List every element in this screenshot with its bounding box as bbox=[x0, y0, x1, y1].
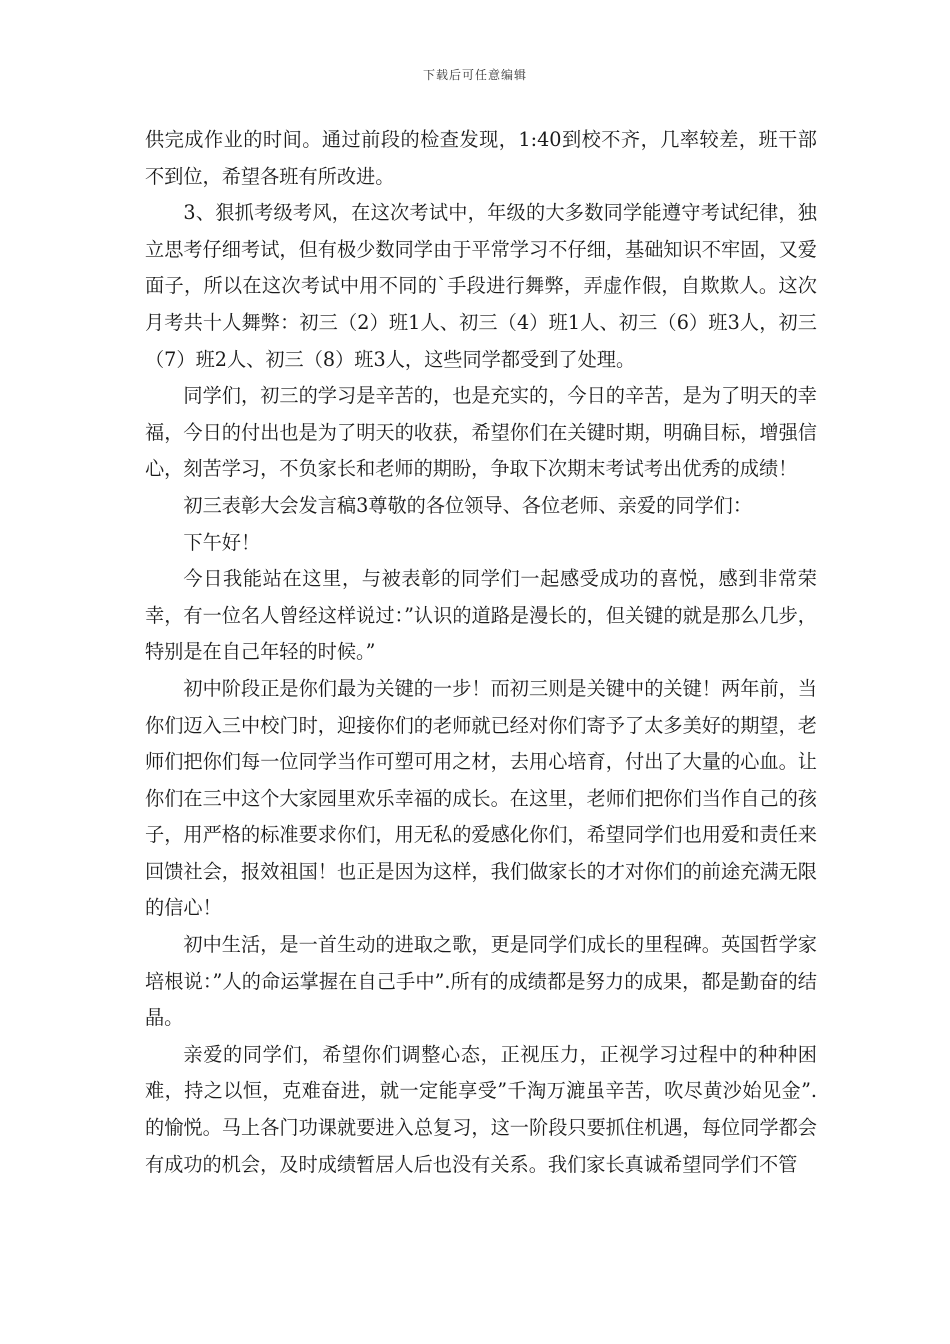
paragraph-2: 3、狠抓考级考风，在这次考试中，年级的大多数同学能遵守考试纪律，独立思考仔细考试，但有极少数同学由于平常学习不仔细，基础知识不牢固，又爱面子，所以在这次考试中用不同的`手段进行舞弊，弄虚作假，自欺欺人。这次月考共十人舞弊：初三（2）班1人、初三（4）班1人、初三（6）班3人，初三（7）班2人、初三（8）班3人，这些同学都受到了处理。 bbox=[145, 201, 817, 371]
paragraph-8: 初中生活，是一首生动的进取之歌，更是同学们成长的里程碑。英国哲学家培根说：”人的命运掌握在自己手中”.所有的成绩都是努力的成果，都是勤奋的结晶。 bbox=[145, 933, 817, 1030]
paragraph-3: 同学们，初三的学习是辛苦的，也是充实的，今日的辛苦，是为了明天的幸福，今日的付出也是为了明天的收获，希望你们在关键时期，明确目标，增强信心，刻苦学习，不负家长和老师的期盼，争取下次期末考试考出优秀的成绩！ bbox=[145, 384, 817, 481]
paragraph-9: 亲爱的同学们，希望你们调整心态，正视压力，正视学习过程中的种种困难，持之以恒，克难奋进，就一定能享受”千淘万漉虽辛苦，吹尽黄沙始见金”.的愉悦。马上各门功课就要进入总复习，这一阶段只要抓住机遇，每位同学都会有成功的机会，及时成绩暂居人后也没有关系。我们家长真诚希望同学们不管 bbox=[145, 1042, 817, 1176]
page-header-note: 下载后可任意编辑 bbox=[422, 68, 527, 82]
paragraph-7: 初中阶段正是你们最为关键的一步！而初三则是关键中的关键！两年前，当你们迈入三中校门时，迎接你们的老师就已经对你们寄予了太多美好的期望，老师们把你们每一位同学当作可塑可用之材，去用心培育，付出了大量的心血。让你们在三中这个大家园里欢乐幸福的成长。在这里，老师们把你们当作自己的孩子，用严格的标准要求你们，用无私的爱感化你们，希望同学们也用爱和责任来回馈社会，报效祖国！也正是因为这样，我们做家长的才对你们的前途充满无限的信心！ bbox=[145, 676, 817, 920]
paragraph-5: 下午好！ bbox=[183, 530, 261, 554]
paragraph-1: 供完成作业的时间。通过前段的检查发现，1:40到校不齐，几率较差，班干部不到位，希望各班有所改进。 bbox=[145, 128, 817, 188]
paragraph-4: 初三表彰大会发言稿3尊敬的各位领导、各位老师、亲爱的同学们： bbox=[183, 493, 753, 517]
document-body bbox=[145, 122, 817, 1183]
paragraph-6: 今日我能站在这里，与被表彰的同学们一起感受成功的喜悦，感到非常荣幸，有一位名人曾经这样说过：”认识的道路是漫长的，但关键的就是那么几步，特别是在自己年轻的时候。” bbox=[145, 567, 817, 664]
